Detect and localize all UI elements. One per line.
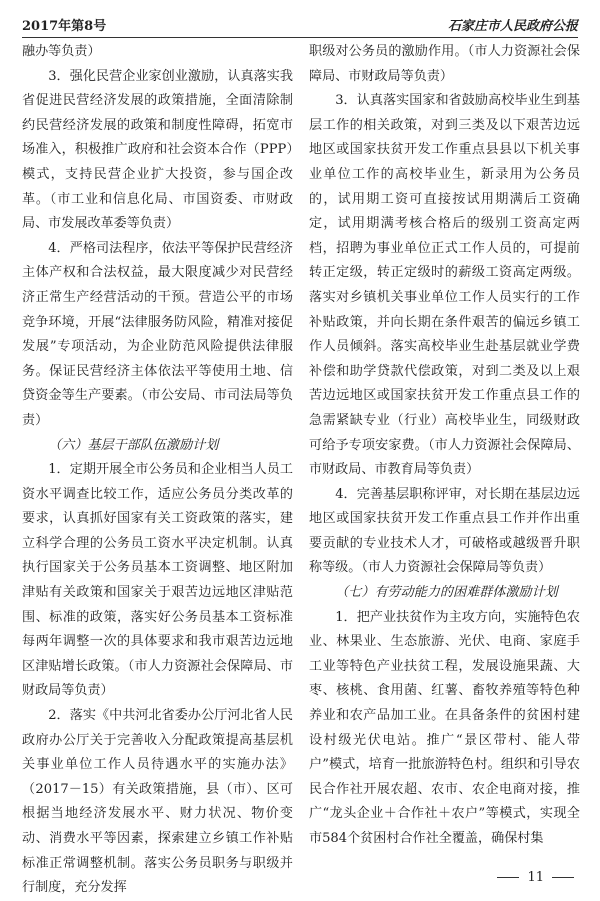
issue-label: 2017年第8号 [22,19,107,34]
publication-title: 石家庄市人民政府公报 [447,19,578,34]
right-column [309,40,580,852]
paragraph: 4．完善基层职称评审，对长期在基层边远地区或国家扶贫开发工作重点县工作并作出重要贡献的专业技术人才，可破格或越级晋升职称等级。（市人力资源社会保障局等负责） [309,486,580,576]
paragraph: 职级对公务员的激励作用。（市人力资源社会保障局、市财政局等负责） [309,44,580,84]
page-number: 11 [527,870,544,885]
footer-dash-right [552,877,574,878]
section-subheading: （六）基层干部队伍激励计划 [48,437,219,453]
paragraph: 2．落实《中共河北省委办公厅河北省人民政府办公厅关于完善收入分配政策提高基层机关事业单位工作人员待遇水平的实施办法》（2017－15）有关政策措施，县（市）、区可根据当地经济发展水平、财力状况、物价变动、消费水平等因素，探索建立乡镇工作补贴标准正常调整机制。落实公务员职务与职级并行制度，充分发挥 [22,708,293,896]
page-header [22,8,578,38]
paragraph: 4．严格司法程序，依法平等保护民营经济主体产权和合法权益，最大限度减少对民营经济正常生产经营活动的干预。营造公平的市场竞争环境，开展“法律服务防风险，精准对接促发展”专项活动，为企业防范风险提供法律服务。保证民营经济主体依法平等使用土地、信贷资金等生产要素。（市公安局、市司法局等负责） [22,240,293,428]
left-column [22,40,293,901]
page-footer [497,870,574,885]
paragraph: 3．强化民营企业家创业激励，认真落实我省促进民营经济发展的政策措施，全面清除制约民营经济发展的政策和制度性障碍，拓宽市场准入，积极推广政府和社会资本合作（PPP）模式，支持民营企业扩大投资，参与国企改革。（市工业和信息化局、市国资委、市财政局、市发展改革委等负责） [22,68,293,232]
paragraph: 1．定期开展全市公务员和企业相当人员工资水平调查比较工作，适应公务员分类改革的要求，认真抓好国家有关工资政策的落实，建立科学合理的公务员工资水平决定机制。认真执行国家关于公务员基本工资调整、地区附加津贴有关政策和国家关于艰苦边远地区津贴范围、标准的政策，落实好公务员基本工资标准每两年调整一次的具体要求和我市艰苦边远地区津贴增长政策。（市人力资源社会保障局、市财政局等负责） [22,462,293,699]
footer-dash-left [497,877,519,878]
paragraph: 融办等负责） [22,44,101,59]
paragraph: 1．把产业扶贫作为主攻方向，实施特色农业、林果业、生态旅游、光伏、电商、家庭手工业等特色产业扶贫工程，发展设施果蔬、大枣、核桃、食用菌、红薯、畜牧养殖等特色种养业和农产品加工业。在具备条件的贫困村建设村级光伏电站。推广“景区带村、能人带户”模式，培育一批旅游特色村。组织和引导农民合作社开展农超、农市、农企电商对接，推广“龙头企业＋合作社＋农户”等模式，实现全市584个贫困村合作社全覆盖，确保村集 [309,609,580,846]
paragraph: 3．认真落实国家和省鼓励高校毕业生到基层工作的相关政策，对到三类及以下艰苦边远地区或国家扶贫开发工作重点县县以下机关事业单位工作的高校毕业生，新录用为公务员的，试用期工资可直接按试用期满后工资确定，试用期满考核合格后的级别工资高定两档，招聘为事业单位正式工作人员的，可提前转正定级，转正定级时的薪级工资高定两级。落实对乡镇机关事业单位工作人员实行的工作补贴政策，并向长期在条件艰苦的偏远乡镇工作人员倾斜。落实高校毕业生赴基层就业学费补偿和助学贷款代偿政策，对到二类及以上艰苦边远地区或国家扶贫开发工作重点县工作的急需紧缺专业（行业）高校毕业生，同级财政可给予专项安家费。（市人力资源社会保障局、市财政局、市教育局等负责） [309,93,580,478]
section-subheading: （七）有劳动能力的困难群体激励计划 [335,585,558,601]
